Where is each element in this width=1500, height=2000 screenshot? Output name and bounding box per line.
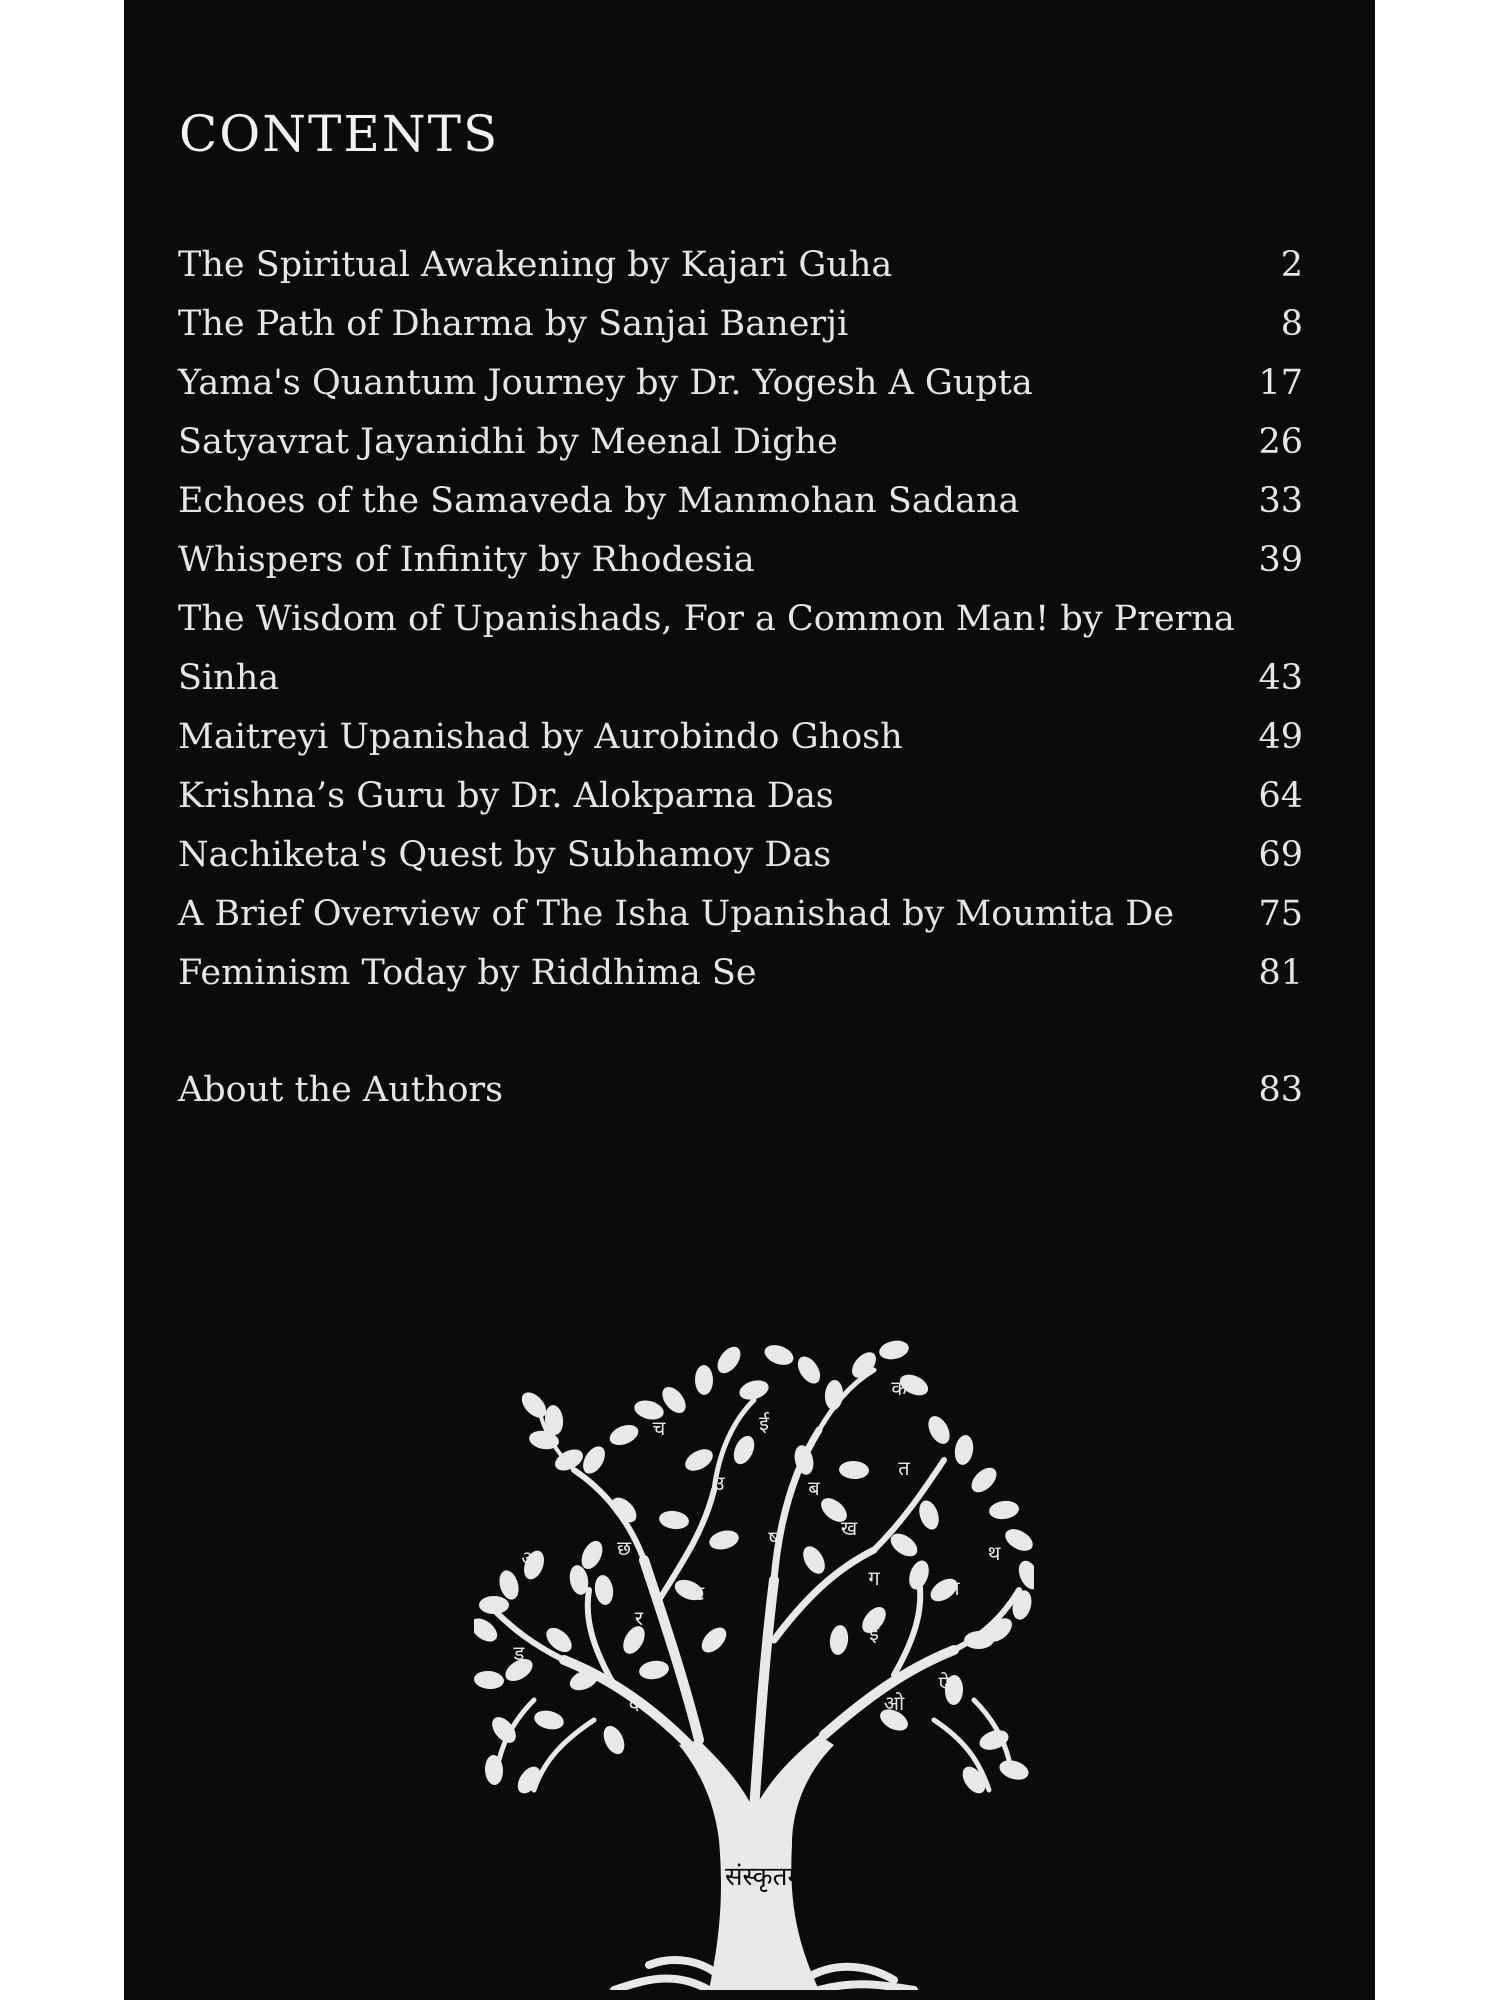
toc-entry-page: 26 bbox=[1258, 422, 1303, 462]
toc-entry-title: Nachiketa's Quest by Subhamoy Das bbox=[178, 835, 832, 875]
toc-entry bbox=[178, 236, 1303, 295]
toc-entry-page: 83 bbox=[1258, 1070, 1303, 1110]
toc-entry-page: 75 bbox=[1258, 894, 1303, 934]
tree-letter: अ bbox=[521, 1546, 537, 1570]
toc-entry-title: Feminism Today by Riddhima Se bbox=[178, 953, 757, 993]
tree-letter: थ bbox=[987, 1541, 1001, 1565]
toc-entry-title: Whispers of Infinity by Rhodesia bbox=[178, 540, 755, 580]
tree-leaf bbox=[713, 1343, 745, 1378]
tree-branch bbox=[974, 1700, 1009, 1760]
tree-leaf bbox=[916, 1498, 942, 1532]
tree-leaf bbox=[799, 1543, 830, 1578]
toc-entry-title: About the Authors bbox=[178, 1070, 504, 1110]
toc-entry bbox=[178, 472, 1303, 531]
tree-leaf bbox=[695, 1365, 714, 1395]
tree-leaf bbox=[1002, 1525, 1034, 1556]
tree-of-letters-icon bbox=[474, 1340, 1034, 1990]
tree-leaf bbox=[638, 1659, 670, 1681]
tree-letter: ब bbox=[808, 1476, 820, 1500]
toc-entry bbox=[178, 944, 1303, 1003]
tree-letter: च bbox=[652, 1416, 666, 1440]
toc-entry bbox=[178, 885, 1303, 944]
toc-entry-title: Sinha bbox=[178, 658, 280, 698]
tree-leaf bbox=[793, 1353, 824, 1388]
tree-letter: इ bbox=[869, 1621, 879, 1645]
tree-leaf bbox=[730, 1433, 759, 1468]
toc-entry-title: Satyavrat Jayanidhi by Meenal Dighe bbox=[178, 422, 838, 462]
tree-root bbox=[614, 1978, 709, 1990]
table-of-contents bbox=[178, 236, 1303, 1120]
toc-entry bbox=[178, 826, 1303, 885]
tree-letter: न bbox=[948, 1576, 960, 1600]
tree-leaf bbox=[479, 1596, 509, 1614]
tree-leaf bbox=[967, 1463, 1001, 1497]
tree-leaf bbox=[697, 1623, 731, 1657]
tree-leaf bbox=[828, 1624, 850, 1656]
toc-entry-title: The Wisdom of Upanishads, For a Common Man! by Prerna bbox=[178, 599, 1235, 639]
toc-entry-title: Echoes of the Samaveda by Manmohan Sadana bbox=[178, 481, 1020, 521]
tree-letter: उ bbox=[713, 1471, 725, 1495]
toc-entry bbox=[178, 295, 1303, 354]
tree-letter: र bbox=[634, 1606, 644, 1630]
tree-root bbox=[819, 1984, 914, 1990]
tree-leaf bbox=[593, 1574, 615, 1606]
toc-entry-page: 33 bbox=[1258, 481, 1303, 521]
tree-leaf bbox=[607, 1421, 642, 1449]
tree-leaf bbox=[924, 1413, 954, 1448]
tree-letter: त bbox=[898, 1456, 910, 1480]
tree-letter: ई bbox=[759, 1411, 769, 1435]
tree-letter: ख bbox=[840, 1516, 858, 1540]
tree-leaf bbox=[474, 1670, 505, 1691]
toc-entry-page: 8 bbox=[1280, 304, 1303, 344]
toc-entry-title: The Spiritual Awakening by Kajari Guha bbox=[178, 245, 893, 285]
toc-entry bbox=[178, 413, 1303, 472]
tree-leaf bbox=[658, 1509, 690, 1531]
toc-entry bbox=[178, 708, 1303, 767]
toc-entry-title: Maitreyi Upanishad by Aurobindo Ghosh bbox=[178, 717, 903, 757]
tree-leaf bbox=[532, 1708, 565, 1732]
trunk-sanskrit-text: संस्कृतम् bbox=[724, 1862, 804, 1892]
tree-leaf bbox=[579, 1443, 610, 1478]
tree-leaf bbox=[474, 1614, 501, 1646]
tree-letter: छ bbox=[616, 1536, 632, 1560]
book-page bbox=[124, 0, 1375, 2000]
tree-leaf bbox=[839, 1460, 870, 1480]
toc-entry bbox=[178, 531, 1303, 590]
tree-leaf bbox=[737, 1377, 771, 1403]
tree-letter: क bbox=[891, 1376, 907, 1400]
tree-leaf bbox=[906, 1558, 933, 1592]
tree-branch bbox=[534, 1720, 594, 1790]
toc-entry-page: 17 bbox=[1258, 363, 1303, 403]
tree-letter: ग bbox=[868, 1566, 880, 1590]
toc-entry-page: 64 bbox=[1258, 776, 1303, 816]
tree-letter: ड bbox=[513, 1641, 525, 1665]
toc-entry-page: 2 bbox=[1280, 245, 1303, 285]
toc-entry-title: Krishna’s Guru by Dr. Alokparna Das bbox=[178, 776, 834, 816]
tree-leaf bbox=[762, 1341, 796, 1368]
tree-leaf bbox=[600, 1723, 629, 1758]
toc-entry bbox=[178, 354, 1303, 413]
toc-entry-title: A Brief Overview of The Isha Upanishad by Moumita De bbox=[178, 894, 1175, 934]
toc-entry bbox=[178, 767, 1303, 826]
tree-leaf bbox=[997, 1757, 1031, 1783]
tree-leaf bbox=[1010, 1588, 1034, 1621]
tree-branch bbox=[894, 1580, 920, 1675]
tree-letter: ष bbox=[768, 1526, 780, 1550]
tree-letter: ऐ bbox=[938, 1671, 950, 1695]
tree-letter: ओ bbox=[883, 1691, 905, 1715]
tree-leaf bbox=[953, 1434, 975, 1466]
toc-entry-page: 69 bbox=[1258, 835, 1303, 875]
tree-leaf bbox=[877, 1340, 910, 1362]
tree-letter: द bbox=[628, 1691, 640, 1715]
toc-entry-title: Yama's Quantum Journey by Dr. Yogesh A Gupta bbox=[178, 363, 1033, 403]
toc-entry-page: 39 bbox=[1258, 540, 1303, 580]
tree-leaf bbox=[707, 1528, 740, 1553]
tree-letter: ट bbox=[693, 1581, 705, 1605]
toc-entry-title: The Path of Dharma by Sanjai Banerji bbox=[178, 304, 849, 344]
tree-root bbox=[804, 1967, 894, 1980]
toc-entry-page: 81 bbox=[1258, 953, 1303, 993]
tree-leaf bbox=[988, 1499, 1020, 1521]
tree-leaf bbox=[824, 1379, 844, 1410]
toc-entry bbox=[178, 649, 1303, 708]
tree-branch bbox=[754, 1580, 774, 1810]
tree-leaf bbox=[682, 1445, 717, 1475]
toc-entry bbox=[178, 590, 1303, 649]
toc-entry-page: 49 bbox=[1258, 717, 1303, 757]
contents-heading: CONTENTS bbox=[179, 105, 500, 163]
tree-leaf bbox=[1015, 1558, 1034, 1593]
toc-entry-page: 43 bbox=[1258, 658, 1303, 698]
toc-about-authors bbox=[178, 1061, 1303, 1120]
